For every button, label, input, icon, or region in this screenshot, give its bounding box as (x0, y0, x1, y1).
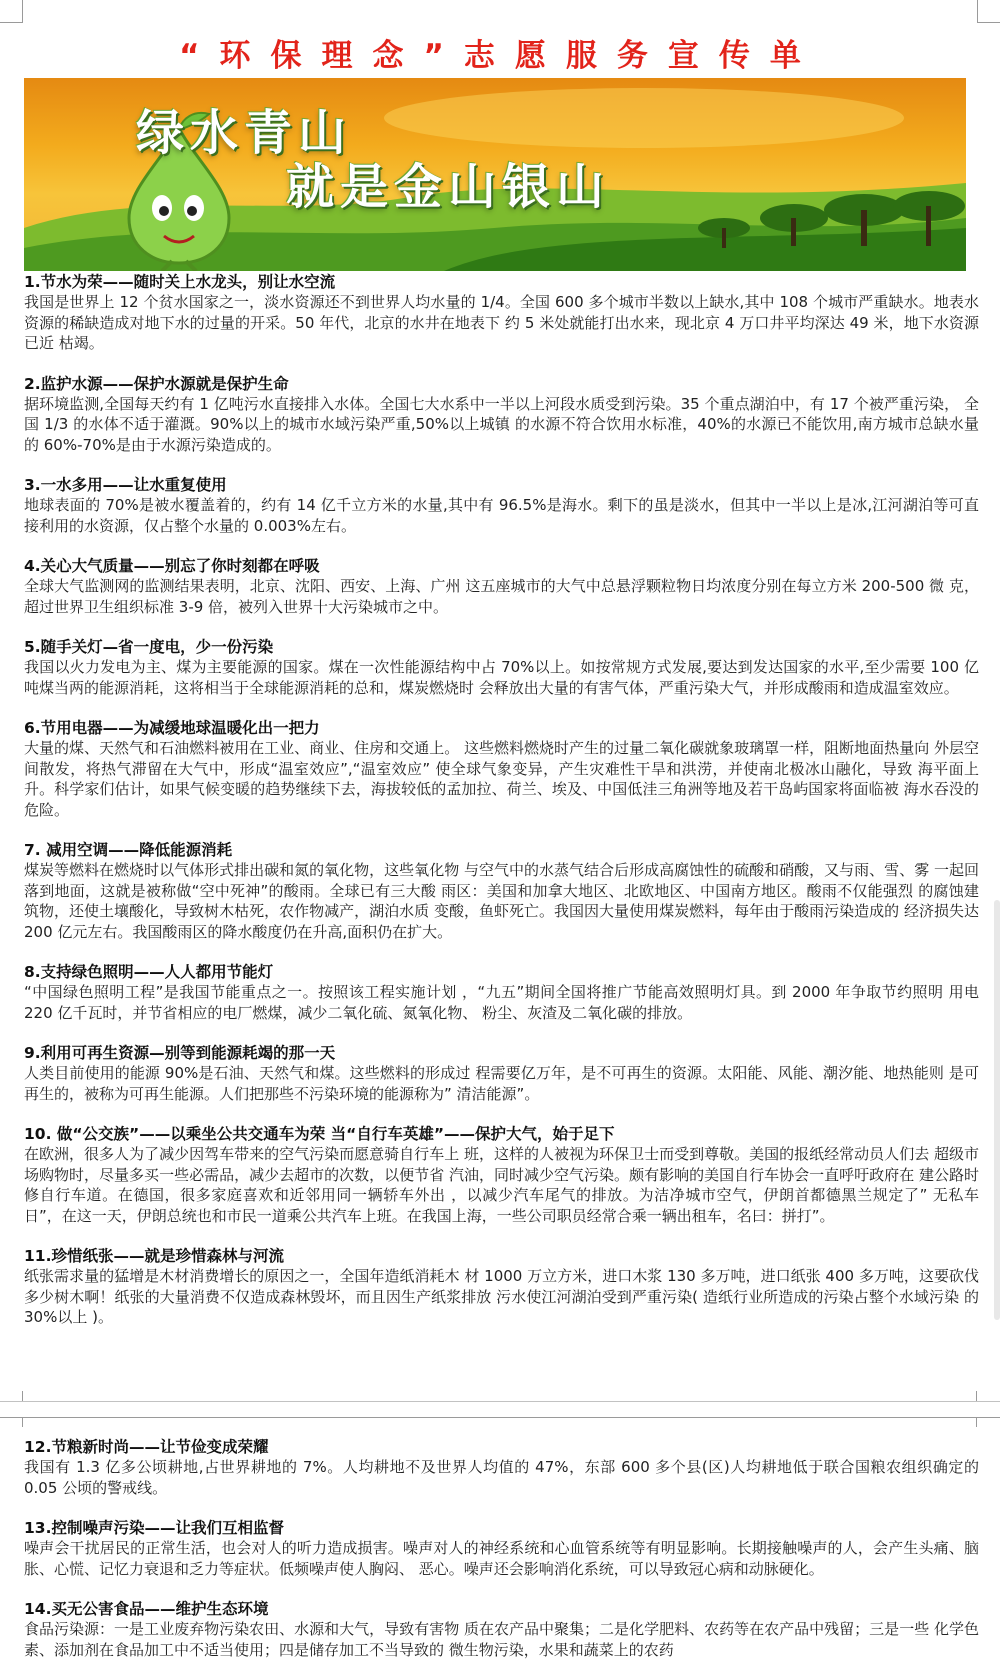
crop-mark (22, 1417, 23, 1427)
crop-mark-top-right (977, 0, 1000, 23)
section-8 (24, 962, 979, 1023)
section-body: 我国有 1.3 亿多公顷耕地,占世界耕地的 7%。人均耕地不及世界人均值的 47%，东部 600 多个县(区)人均耕地低于联合国粮农组织确定的 0.05 公顷的警戒线。 (24, 1458, 979, 1497)
section-10 (24, 1124, 979, 1226)
section-body: 煤炭等燃料在燃烧时以气体形式排出碳和氮的氧化物，这些氧化物 与空气中的水蒸气结合后形成高腐蚀性的硫酸和硝酸，又与雨、雪、雾 一起回落到地面，这就是被称做“空中死神”的酸雨。全球已有三大酸 雨区：美国和加拿大地区、北欧地区、中国南方地区。酸雨不仅能强烈 的腐蚀建筑物，还使土壤酸化，导致树木枯死，农作物减产，湖泊水质 变酸，鱼虾死亡。我国因大量使用煤炭燃料，每年由于酸雨污染造成的 经济损失达 200 亿元左右。我国酸雨区的降水酸度仍在升高,面积仍在扩大。 (24, 861, 979, 941)
page-edge-line (0, 1417, 1000, 1418)
section-title: 4.关心大气质量——别忘了你时刻都在呼吸 (24, 557, 320, 575)
section-2 (24, 374, 979, 456)
section-body: 大量的煤、天然气和石油燃料被用在工业、商业、住房和交通上。 这些燃料燃烧时产生的过量二氧化碳就象玻璃罩一样，阻断地面热量向 外层空间散发，将热气滞留在大气中，形成“温室效应”,“温室效应” 使全球气象变异，产生灾难性干旱和洪涝，并使南北极冰山融化，导致 海平面上升。科学家们估计，如果气候变暖的趋势继续下去，海拔较低的孟加拉、荷兰、埃及、中国低洼三角洲等地及若干岛屿国家将面临被 海水吞没的危险。 (24, 739, 979, 819)
section-body: “中国绿色照明工程”是我国节能重点之一。按照该工程实施计划 ，“九五”期间全国将推广节能高效照明灯具。到 2000 年争取节约照明 用电 220 亿千瓦时，并节省相应的电厂燃煤，减少二氧化硫、氮氧化物、 粉尘、灰渣及二氧化碳的排放。 (24, 983, 979, 1022)
section-title: 1.节水为荣——随时关上水龙头，别让水空流 (24, 273, 336, 291)
section-title: 7. 减用空调——降低能源消耗 (24, 841, 233, 859)
banner-slogan-line2: 就是金山银山 (286, 159, 611, 215)
section-title: 6.节用电器——为减缓地球温暖化出一把力 (24, 719, 320, 737)
section-body: 据环境监测,全国每天约有 1 亿吨污水直接排入水体。全国七大水系中一半以上河段水质受到污染。35 个重点湖泊中，有 17 个被严重污染， 全国 1/3 的水体不适于灌溉。90%以上的城市水域污染严重,50%以上城镇 的水源不符合饮用水标准，40%的水源已不能饮用,南方城市总缺水量的 60%-70%是由于水源污染造成的。 (24, 394, 979, 454)
section-12 (24, 1437, 979, 1498)
section-9 (24, 1043, 979, 1104)
section-body: 食品污染源：一是工业废弃物污染农田、水源和大气，导致有害物 质在农产品中聚集；二是化学肥料、农药等在农产品中残留；三是一些 化学色素、添加剂在食品加工中不适当使用；四是储存加工不当导致的 微生物污染，水果和蔬菜上的农药 (24, 1620, 979, 1659)
section-body: 我国以火力发电为主、煤为主要能源的国家。煤在一次性能源结构中占 70%以上。如按常规方式发展,要达到发达国家的水平,至少需要 100 亿吨煤当两的能源消耗，这将相当于全球能源消耗的总和，煤炭燃烧时 会释放出大量的有害气体，严重污染大气，并形成酸雨和造成温室效应。 (24, 658, 979, 697)
section-title: 8.支持绿色照明——人人都用节能灯 (24, 963, 274, 981)
section-1 (24, 272, 979, 354)
section-13 (24, 1518, 979, 1579)
section-title: 13.控制噪声污染——让我们互相监督 (24, 1519, 284, 1537)
section-body: 全球大气监测网的监测结果表明，北京、沈阳、西安、上海、广州 这五座城市的大气中总悬浮颗粒物日均浓度分别在每立方米 200-500 微 克，超过世界卫生组织标准 3-9 倍，被列入世界十大污染城市之中。 (24, 577, 979, 616)
content-page-2 (24, 1437, 979, 1680)
section-body: 纸张需求量的猛增是木材消费增长的原因之一，全国年造纸消耗木 材 1000 万立方米，进口木浆 130 多万吨，进口纸张 400 多万吨，这要砍伐 多少树木啊！纸张的大量消费不仅造成森林毁坏，而且因生产纸浆排放 污水使江河湖泊受到严重污染( 造纸行业所造成的污染占整个水域污染 的 30%以上 )。 (24, 1267, 979, 1326)
section-5 (24, 637, 979, 698)
crop-mark (22, 1391, 23, 1401)
section-4 (24, 556, 979, 617)
section-7 (24, 840, 979, 942)
section-title: 3.一水多用——让水重复使用 (24, 476, 227, 494)
section-body: 在欧洲，很多人为了减少因驾车带来的空气污染而愿意骑自行车上 班，这样的人被视为环保卫士而受到尊敬。美国的报纸经常动员人们去 超级市场购物时，尽量多买一些必需品，减少去超市的次数，以便节省 汽油，同时减少空气污染。颇有影响的美国自行车协会一直呼吁政府在 建公路时修自行车道。在德国，很多家庭喜欢和近邻用同一辆轿车外出 ，以减少汽车尾气的排放。为洁净城市空气，伊朗首都德黑兰规定了” 无私车日”，在这一天，伊朗总统也和市民一道乘公共汽车上班。在我国上海，一些公司职员经常合乘一辆出租车，名曰：拼打”。 (24, 1145, 979, 1225)
section-3 (24, 475, 979, 536)
section-title: 2.监护水源——保护水源就是保护生命 (24, 374, 289, 393)
banner-image (24, 78, 966, 271)
section-14 (24, 1599, 979, 1660)
section-title: 5.随手关灯—省一度电，少一份污染 (24, 638, 274, 656)
section-body: 我国是世界上 12 个贫水国家之一，淡水资源还不到世界人均水量的 1/4。全国 600 多个城市半数以上缺水,其中 108 个城市严重缺水。地表水 资源的稀缺造成对地下水的过量的开采。50 年代，北京的水井在地表下 约 5 米处就能打出水来，现北京 4 万口井平均深达 49 米，地下水资源已近 枯竭。 (24, 293, 979, 352)
section-title: 11.珍惜纸张——就是珍惜森林与河流 (24, 1247, 284, 1265)
crop-mark (976, 1391, 977, 1401)
section-title: 12.节粮新时尚——让节俭变成荣耀 (24, 1438, 269, 1456)
section-body: 噪声会干扰居民的正常生活，也会对人的听力造成损害。噪声对人的神经系统和心血管系统等有明显影响。长期接触噪声的人，会产生头痛、脑胀、心慌、记忆力衰退和乏力等症状。低频噪声使人胸闷、 恶心。噪声还会影响消化系统，可以导致冠心病和动脉硬化。 (24, 1539, 979, 1578)
section-body: 人类目前使用的能源 90%是石油、天然气和煤。这些燃料的形成过 程需要亿万年，是不可再生的资源。太阳能、风能、潮汐能、地热能则 是可再生的，被称为可再生能源。人们把那些不污染环境的能源称为” 清洁能源”。 (24, 1064, 979, 1103)
section-body: 地球表面的 70%是被水覆盖着的，约有 14 亿千立方米的水量,其中有 96.5%是海水。剩下的虽是淡水，但其中一半以上是冰,江河湖泊等可直 接利用的水资源，仅占整个水量的 0.003%左右。 (24, 496, 979, 535)
section-6 (24, 718, 979, 820)
section-title: 10. 做“公交族”——以乘坐公共交通车为荣 当“自行车英雄”——保护大气，始于足下 (24, 1125, 615, 1143)
flyer-title: “环保理念”志愿服务宣传单 (179, 38, 821, 74)
scrollbar-thumb[interactable] (994, 900, 1000, 1320)
content-page-1 (24, 272, 979, 1348)
section-title: 14.买无公害食品——维护生态环境 (24, 1600, 269, 1618)
section-title: 9.利用可再生资源—别等到能源耗竭的那一天 (24, 1044, 336, 1062)
page-break (0, 1391, 1000, 1435)
crop-mark-top-left (0, 0, 23, 23)
banner-slogan-line1: 绿水青山 (136, 105, 353, 161)
page-edge-line (0, 1401, 1000, 1402)
section-11 (24, 1246, 979, 1328)
crop-mark (976, 1417, 977, 1427)
